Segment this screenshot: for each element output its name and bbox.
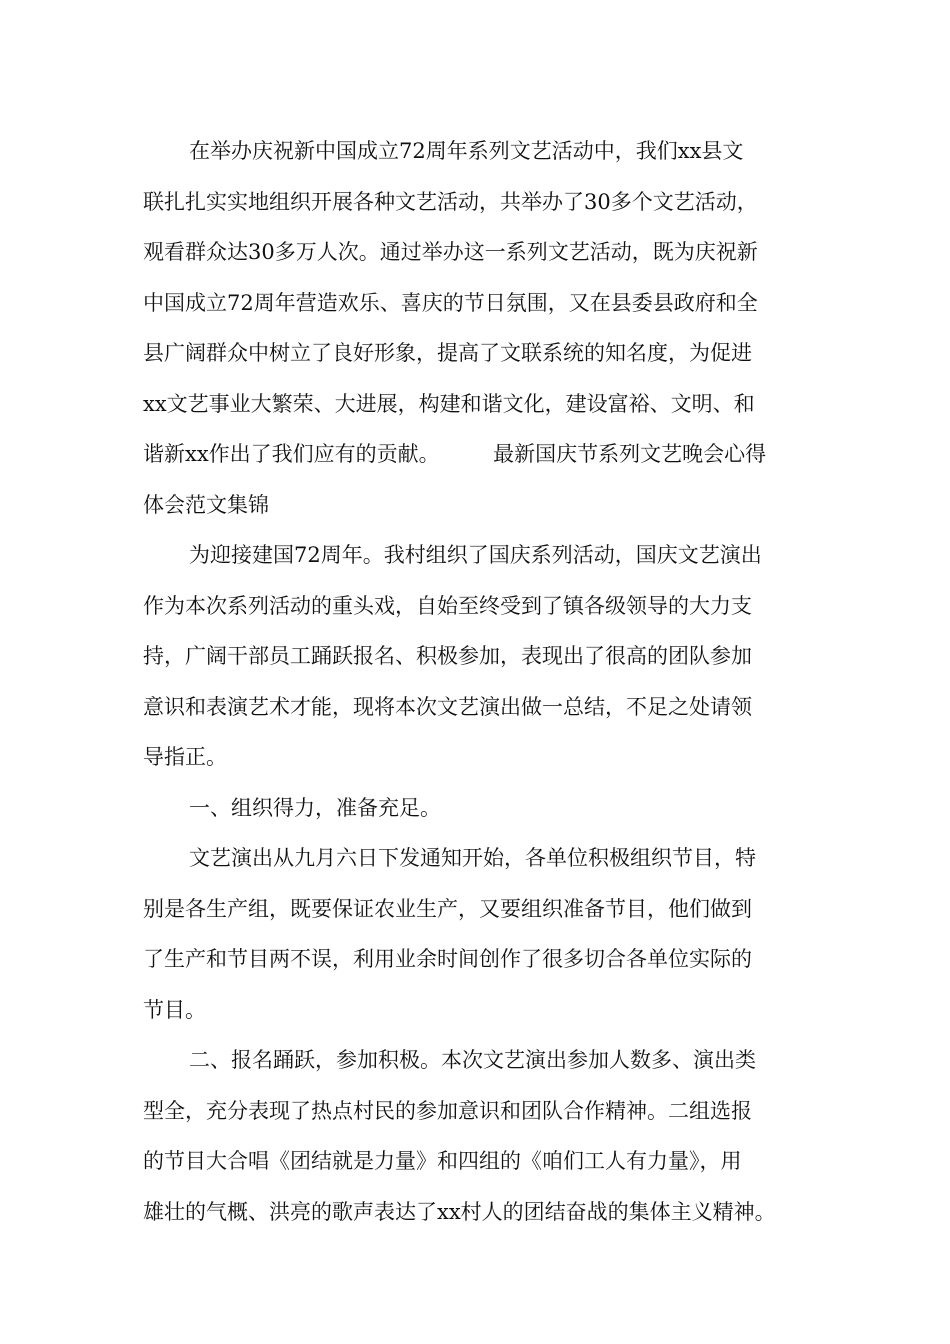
text-line: 中国成立72周年营造欢乐、喜庆的节日氛围，又在县委县政府和全: [143, 290, 758, 315]
text-line: xx文艺事业大繁荣、大进展，构建和谐文化，建设富裕、文明、和: [143, 391, 755, 416]
text-line: 为迎接建国72周年。我村组织了国庆系列活动，国庆文艺演出: [189, 543, 762, 567]
document-body: [143, 126, 813, 1237]
paragraph: [143, 1035, 813, 1237]
text-line: 型全，充分表现了热点村民的参加意识和团队合作精神。二组选报: [143, 1098, 752, 1123]
text-line: 县广阔群众中树立了良好形象，提高了文联系统的知名度，为促进: [143, 341, 752, 365]
text-line: 导指正。: [143, 745, 227, 769]
text-line: 了生产和节目两不误，利用业余时间创作了很多切合各单位实际的: [143, 947, 752, 971]
text-line: 节目。: [143, 997, 206, 1022]
text-line: 联扎扎实实地组织开展各种文艺活动，共举办了30多个文艺活动，: [143, 189, 758, 214]
text-line: 一、组织得力，准备充足。: [189, 795, 441, 820]
text-line: 体会范文集锦: [143, 492, 269, 517]
text-line: 二、报名踊跃，参加积极。本次文艺演出参加人数多、演出类: [189, 1048, 756, 1072]
paragraph: [143, 833, 813, 1035]
paragraph: [143, 783, 813, 834]
paragraph: [143, 530, 813, 783]
text-line: 观看群众达30多万人次。通过举办这一系列文艺活动，既为庆祝新: [143, 240, 758, 264]
text-line: 别是各生产组，既要保证农业生产，又要组织准备节目，他们做到: [143, 896, 752, 921]
text-line: 谐新xx作出了我们应有的贡献。 最新国庆节系列文艺晚会心得: [143, 442, 767, 466]
text-line: 持，广阔干部员工踊跃报名、积极参加，表现出了很高的团队参加: [143, 644, 752, 668]
text-line: 雄壮的气概、洪亮的歌声表达了xx村人的团结奋战的集体主义精神。: [143, 1199, 776, 1224]
paragraph: [143, 126, 813, 530]
text-line: 作为本次系列活动的重头戏，自始至终受到了镇各级领导的大力支: [143, 593, 752, 618]
text-line: 的节目大合唱《团结就是力量》和四组的《咱们工人有力量》，用: [143, 1149, 742, 1173]
text-line: 意识和表演艺术才能，现将本次文艺演出做一总结，不足之处请领: [143, 694, 752, 719]
text-line: 文艺演出从九月六日下发通知开始，各单位积极组织节目，特: [189, 846, 756, 870]
text-line: 在举办庆祝新中国成立72周年系列文艺活动中，我们xx县文: [189, 139, 744, 163]
